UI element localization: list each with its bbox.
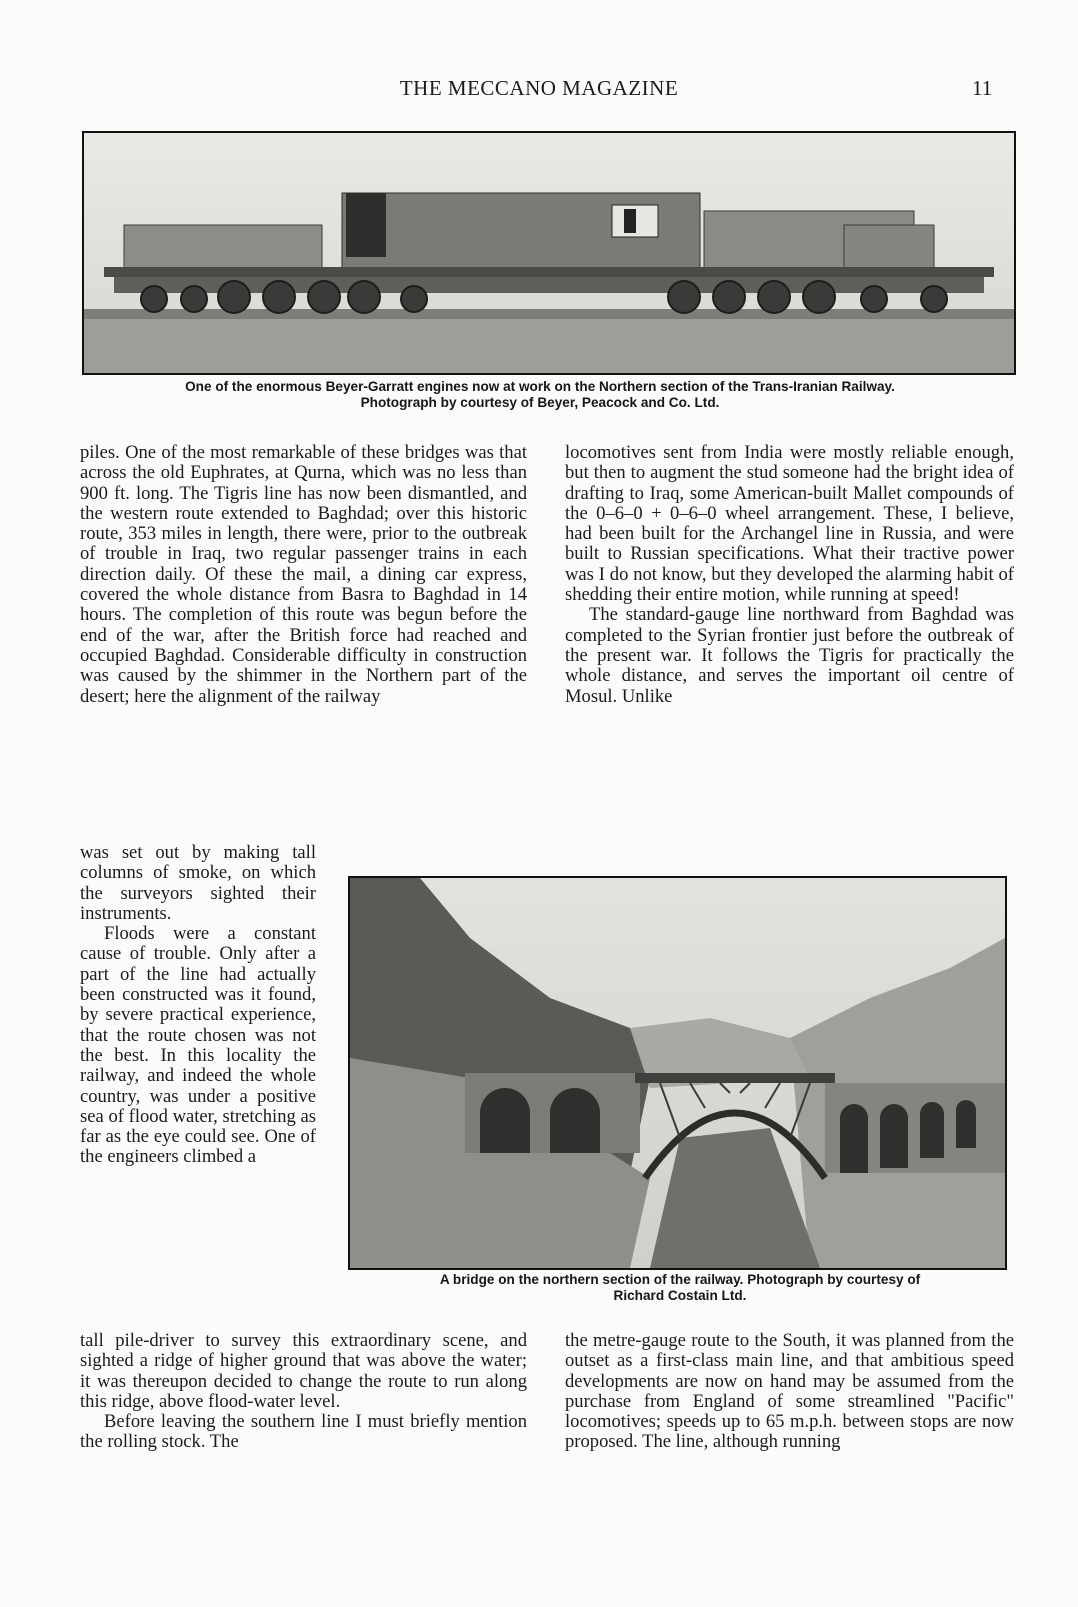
bridge-photo bbox=[348, 876, 1007, 1270]
article-paragraph: The standard-gauge line northward from Baghdad was completed to the Syrian frontier just before the outbreak of the present war. It follows the Tigris for practically the whole distance, and serves the important oil centre of Mosul. Unlike bbox=[565, 604, 1014, 707]
article-paragraph: was set out by making tall columns of smoke, on which the surveyors sighted their instruments. bbox=[80, 842, 316, 924]
column-1-narrow bbox=[80, 843, 316, 1168]
article-paragraph: tall pile-driver to survey this extraordinary scene, and sighted a ridge of higher ground that was above the water; it was thereupon decided to change the route to run along this ridge, above flood-water level. bbox=[80, 1330, 527, 1412]
locomotive-caption bbox=[60, 379, 1020, 411]
article-paragraph: Floods were a constant cause of trouble. Only after a part of the line had actually been constructed was it found, by severe practical experience, that the route chosen was not the best. In this locality the railway, and indeed the whole country, was under a positive sea of flood water, stretching as far as the eye could see. One of the engineers climbed a bbox=[80, 923, 316, 1168]
column-1-bottom bbox=[80, 1331, 527, 1453]
running-head: THE MECCANO MAGAZINE bbox=[399, 76, 679, 100]
article-paragraph: piles. One of the most remarkable of these bridges was that across the old Euphrates, at Qurna, which was no less than 900 ft. long. The Tigris line has now been dismantled, and the western route extended to Baghdad; over this historic route, 353 miles in length, there were, prior to the outbreak of trouble in Iraq, two regular passenger trains in each direction daily. Of these the mail, a dining car express, covered the whole distance from Basra to Baghdad in 14 hours. The completion of this route was begun before the end of the war, after the British force had reached and occupied Baghdad. Considerable difficulty in construction was caused by the shimmer in the Northern part of the desert; here the alignment of the railway bbox=[80, 442, 527, 707]
column-2-bottom bbox=[565, 1331, 1014, 1453]
bridge-caption bbox=[330, 1272, 1030, 1304]
article-paragraph: the metre-gauge route to the South, it was planned from the outset as a first-class main line, and that ambitious speed developments are now on hand may be assumed from the purchase from England of some streamlined "Pacific" locomotives; speeds up to 65 m.p.h. between stops are now proposed. The line, although running bbox=[565, 1330, 1014, 1453]
article-paragraph: locomotives sent from India were mostly reliable enough, but then to augment the stud someone had the bright idea of drafting to Iraq, some American-built Mallet compounds of the 0–6–0 + 0–6–0 wheel arrangement. These, I believe, had been built for the Archangel line in Russia, and were built to Russian specifications. What their tractive power was I do not know, but they developed the alarming habit of shedding their entire motion, while running at speed! bbox=[565, 442, 1014, 606]
column-1-top bbox=[80, 443, 527, 707]
locomotive-illustration bbox=[84, 133, 1014, 373]
locomotive-caption-line1: One of the enormous Beyer-Garratt engines now at work on the Northern section of the Trans-Iranian Railway. bbox=[185, 379, 895, 394]
locomotive-caption-line2: Photograph by courtesy of Beyer, Peacock and Co. Ltd. bbox=[360, 395, 720, 410]
page-number: 11 bbox=[972, 76, 993, 100]
bridge-caption-line1: A bridge on the northern section of the railway. Photograph by courtesy of bbox=[439, 1272, 921, 1287]
bridge-caption-line2: Richard Costain Ltd. bbox=[613, 1288, 747, 1303]
article-paragraph: Before leaving the southern line I must briefly mention the rolling stock. The bbox=[80, 1411, 527, 1453]
locomotive-photo bbox=[82, 131, 1016, 375]
bridge-illustration bbox=[350, 878, 1005, 1268]
column-2-top bbox=[565, 443, 1014, 707]
